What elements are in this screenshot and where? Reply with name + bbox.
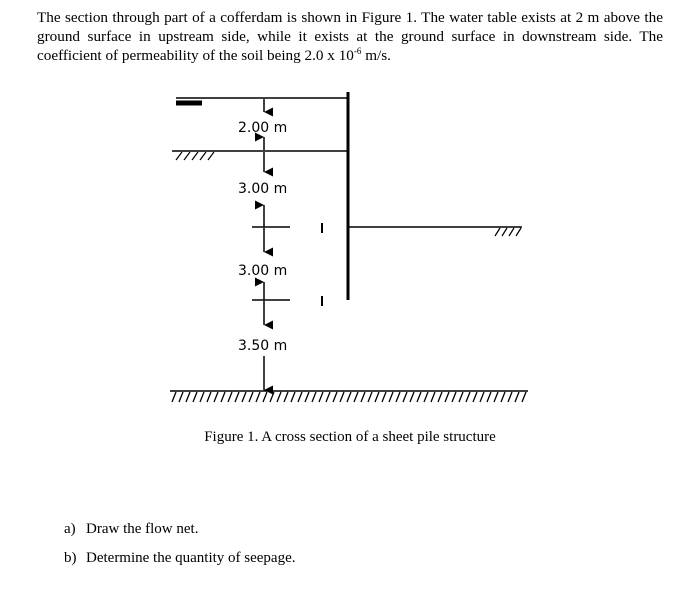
question-item: [64, 519, 296, 548]
question-list: [64, 519, 296, 577]
permeability-exponent: -6: [353, 46, 362, 56]
dimension-label-1: 2.00 m: [238, 120, 288, 136]
figure-caption-text: Figure 1. A cross section of a sheet pile structure: [204, 429, 496, 445]
question-text: Draw the flow net.: [86, 521, 199, 537]
figure-caption: [0, 429, 700, 446]
problem-text-units: m/s.: [361, 47, 391, 64]
question-marker: b): [64, 550, 77, 566]
question-marker: a): [64, 521, 76, 537]
question-item: [64, 548, 296, 577]
downstream-ground-surface: [348, 227, 522, 236]
upstream-water-surface: [176, 98, 348, 103]
dimension-label-4: 3.50 m: [238, 338, 288, 354]
problem-text-main: The section through part of a cofferdam is shown in Figure 1. The water table exists at 2 m above the ground surface in upstream side, while it exists at the ground surface in downstream side. The coefficient of permeability of the soil being 2.0 x 10: [37, 9, 663, 64]
upstream-ground-surface: [172, 151, 348, 160]
question-text: Determine the quantity of seepage.: [86, 550, 296, 566]
impermeable-layer: [170, 391, 528, 402]
dimension-label-2: 3.00 m: [238, 181, 288, 197]
dimension-label-3: 3.00 m: [238, 263, 288, 279]
